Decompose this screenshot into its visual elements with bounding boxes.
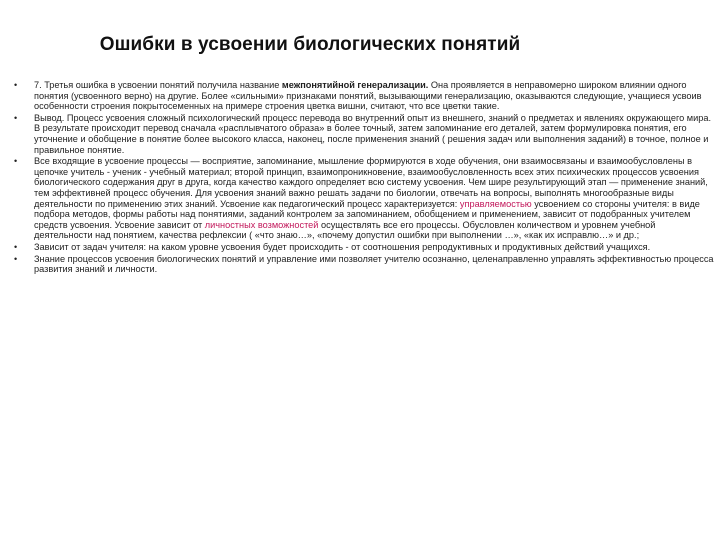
bullet-icon: • (14, 241, 18, 252)
bullet-icon: • (14, 156, 18, 167)
slide-title: Ошибки в усвоении биологических понятий (99, 34, 521, 55)
list-item-knowledge (14, 254, 714, 275)
item-text: Знание процессов усвоения биологических понятий и управление ими позволяет учителю осознанно, целенаправленно управлять эффективностью процесса развития знаний и личности. (34, 253, 714, 275)
item-text: 7. Третья ошибка в усвоении понятий получила название межпонятийной генерализации. Она проявляется в неправомерно широком влиянии одного понятия (усвоенного верно) на другие. Более «сильными» признаками понятий, вызывающими генерализацию, оказываются следующие, учащиеся усвоив особенности строения покрытосеменных на примере строения цветка вишни, считают, что все цветки такие. (34, 80, 702, 112)
term-generalization: межпонятийной генерализации. (281, 80, 429, 90)
bullet-icon: • (14, 112, 18, 123)
bullet-icon: • (14, 80, 18, 90)
list-item-processes (14, 156, 714, 241)
item-text: Зависит от задач учителя: на каком уровне усвоения будет происходить - от соотношения репродуктивных и продуктивных действий учащихся. (34, 241, 651, 252)
item-text: Вывод. Процесс усвоения сложный психологический процесс перевода во внутренний опыт из внешнего, знаний о предметах и явлениях окружающего мира. В результате происходит перевод сначала «расплывчатого образа» в более точный, затем запоминание его деталей, затем формулировка понятия, его уточнение и обобщение в понятие более высокого класса, наконец, после применения знаний ( решения задач или выполнения заданий) в точное, полное и правильное понятие. (34, 112, 711, 155)
accent-term-controllability: управляемостью (459, 198, 532, 209)
list-item-generalization (14, 80, 714, 112)
item-text: Все входящие в усвоение процессы — восприятие, запоминание, мышление формируются в ходе обучения, они взаимосвязаны и взаимообусловлены в цепочке учитель - ученик - учебный материал; второй принцип, взаимопроникновение, взаимообусловленность всех этих психических процессов усвоения биологического содержания друг в друга, когда качество каждого определяет всю систему усвоения. Чем шире результирующий этап — применение знаний, тем эффективней процесс обучения. Для усвоения знаний важно решать задачи по биологии, отвечать на вопросы, выполнять многообразные виды деятельности по применению этих знаний. Усвоение как педагогический процесс характеризуется: управляемостью усвоением со стороны учителя: в виде подбора методов, формы работы над понятиями, заданий контролем за запоминанием, обобщением и применением, зависит от подобранных учителем средств усвоения. Усвоение зависит от личностных возможностей осуществлять все его процессы. Обусловлен количеством и уровнем учебной деятельности над понятием, качества рефлексии ( «что знаю…», «почему допустил ошибки при выполнении …», «как их исправлю…» и др.; (34, 156, 708, 241)
bullet-icon: • (14, 253, 18, 264)
list-item-conclusion (14, 113, 714, 155)
accent-term-personal-abilities: личностных возможностей (204, 219, 319, 230)
bullet-list (14, 80, 714, 275)
list-item-teacher-tasks (14, 242, 714, 253)
